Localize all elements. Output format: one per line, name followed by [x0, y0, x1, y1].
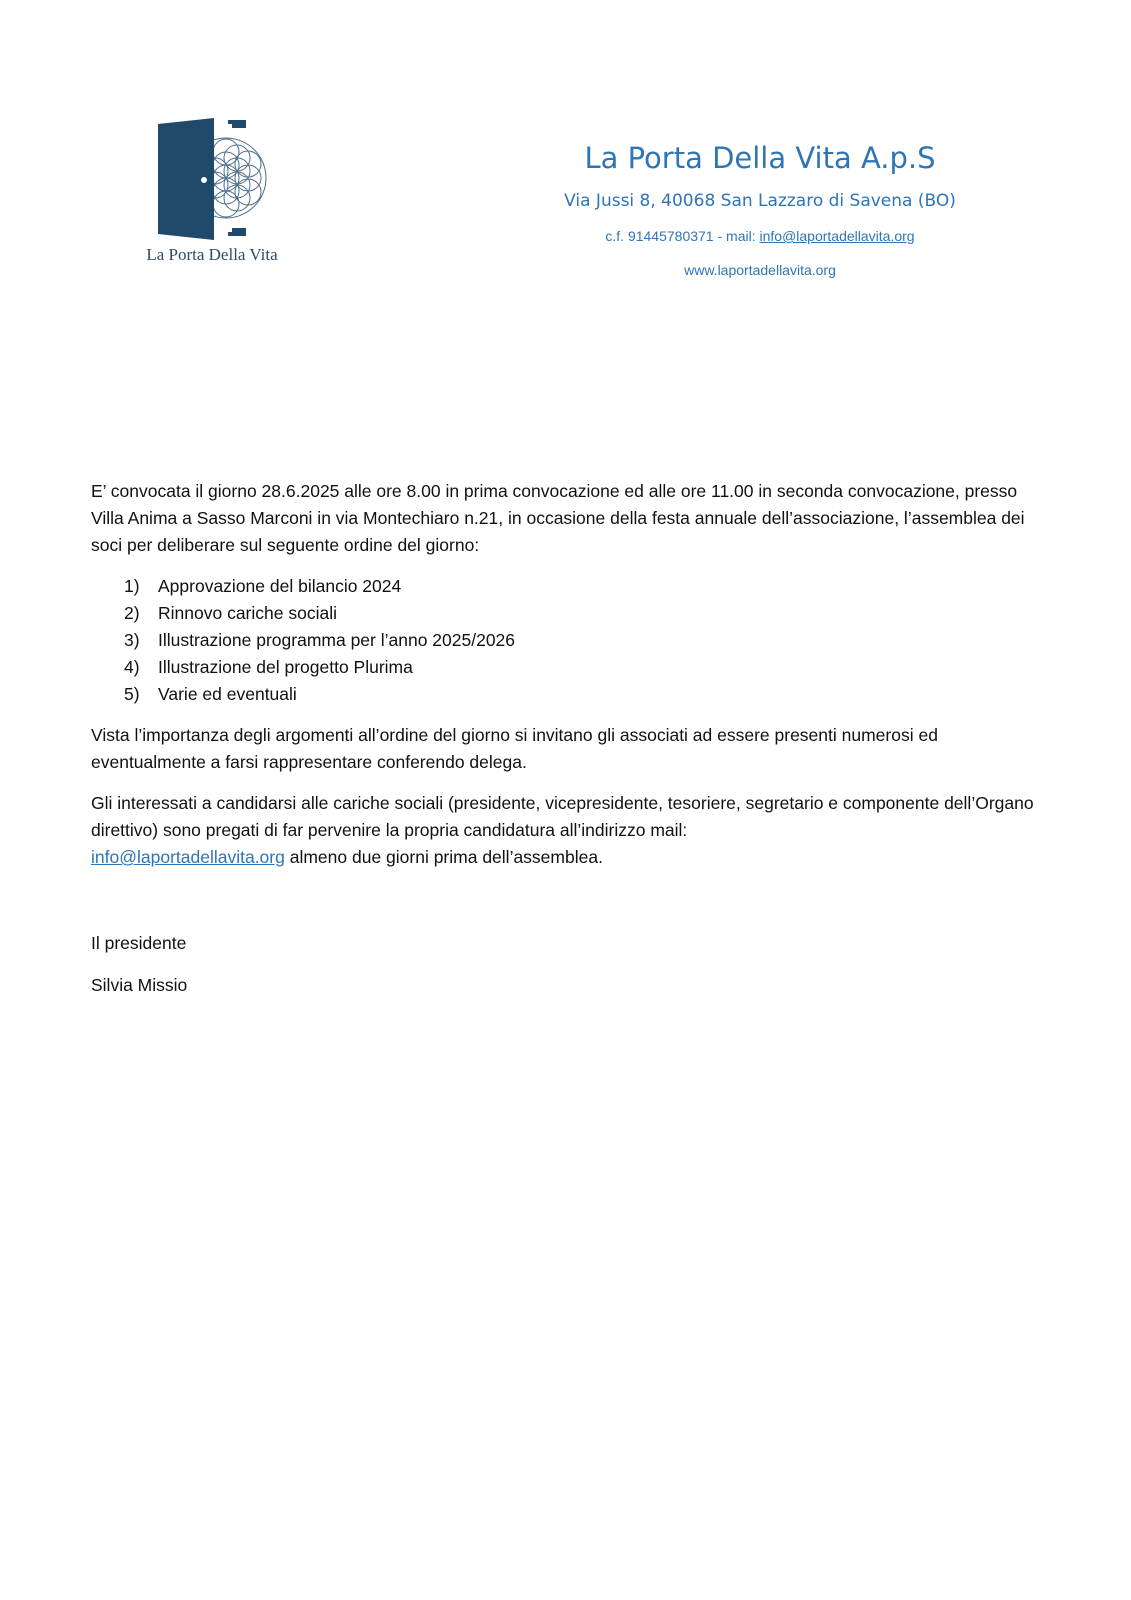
body-email-link[interactable]: info@laportadellavita.org	[91, 847, 285, 867]
candidacy-paragraph	[91, 790, 1036, 871]
organization-address: Via Jussi 8, 40068 San Lazzaro di Savena (BO)	[564, 191, 956, 211]
agenda-item	[124, 600, 1036, 627]
agenda-text: Illustrazione del progetto Plurima	[158, 657, 413, 677]
website-link[interactable]: www.laportadellavita.org	[684, 262, 836, 278]
candidacy-tail: almeno due giorni prima dell’assemblea.	[284, 847, 603, 867]
agenda-text: Rinnovo cariche sociali	[158, 603, 337, 623]
agenda-item	[124, 573, 1036, 600]
agenda-text: Illustrazione programma per l’anno 2025/2026	[158, 630, 516, 650]
signature-role: Il presidente	[91, 933, 187, 953]
header-email-link[interactable]: info@laportadellavita.org	[759, 228, 915, 244]
intro-paragraph: E’ convocata il giorno 28.6.2025 alle ore 8.00 in prima convocazione ed alle ore 11.00 in seconda convocazione, presso Villa Anima a Sasso Marconi in via Montechiaro n.21, in occasione della festa annuale dell’associazione, l’assemblea dei soci per deliberare sul seguente ordine del giorno:	[91, 481, 1025, 555]
letter-body	[91, 478, 1036, 885]
door-flower-of-life-icon	[158, 116, 268, 244]
agenda-text: Approvazione del bilancio 2024	[158, 576, 402, 596]
signature-block	[91, 930, 187, 1014]
agenda-text: Varie ed eventuali	[158, 684, 297, 704]
agenda-item	[124, 681, 1036, 708]
agenda-item	[124, 654, 1036, 681]
agenda-number: 2)	[124, 603, 140, 623]
attendance-paragraph: Vista l’importanza degli argomenti all’ordine del giorno si invitano gli associati ad essere presenti numerosi ed eventualmente a farsi rappresentare conferendo delega.	[91, 725, 938, 772]
agenda-number: 4)	[124, 657, 140, 677]
organization-name: La Porta Della Vita A.p.S	[584, 141, 936, 175]
logo-caption: La Porta Della Vita	[146, 245, 278, 264]
agenda-number: 3)	[124, 630, 140, 650]
fiscal-code-line	[520, 226, 1000, 246]
logo	[132, 116, 292, 276]
agenda-number: 1)	[124, 576, 140, 596]
agenda-list	[91, 573, 1036, 708]
agenda-item	[124, 627, 1036, 654]
candidacy-text: Gli interessati a candidarsi alle cariche sociali (presidente, vicepresidente, tesoriere, segretario e componente dell’Organo direttivo) sono pregati di far pervenire la propria candidatura all’indirizzo mail:	[91, 793, 1034, 840]
fiscal-code-text: c.f. 91445780371 - mail:	[605, 228, 760, 244]
signature-name: Silvia Missio	[91, 975, 188, 995]
agenda-number: 5)	[124, 684, 140, 704]
letterhead	[520, 138, 1000, 280]
